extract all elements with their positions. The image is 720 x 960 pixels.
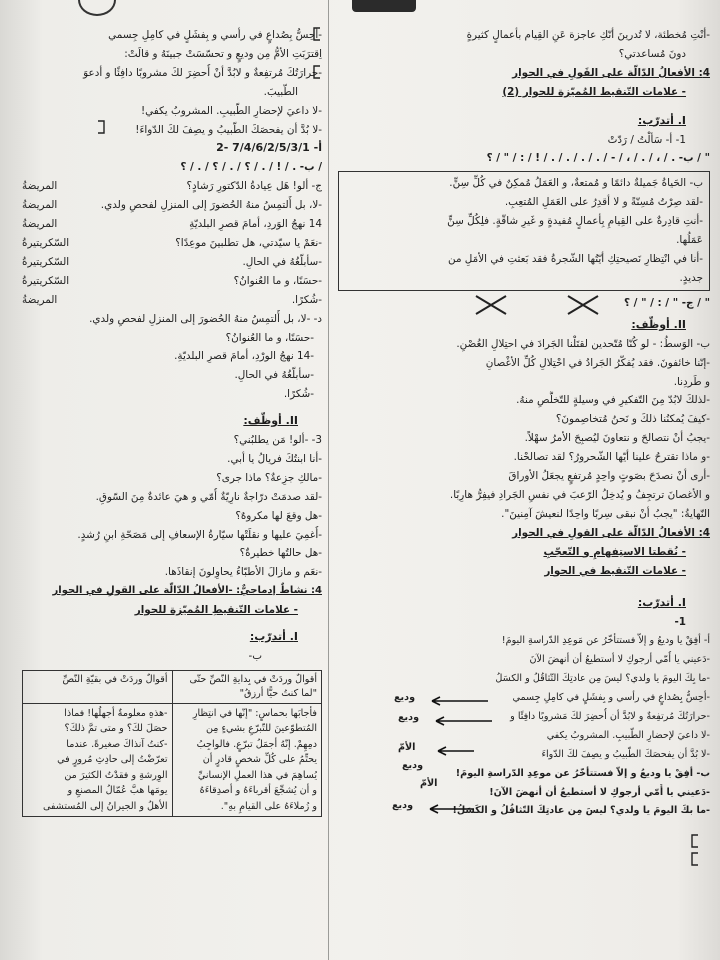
cell-line: الوِرشةِ و فقدْتُ الكثيرَ من (64, 769, 168, 781)
section4-title: 4: الأفعالُ الدّالّة على القَولِ في الحوار (512, 66, 710, 79)
cell-line: يومَها هبَّ عُمّالُ المصنعِ و (67, 785, 168, 797)
dialog-speaker: المريضةُ (22, 180, 58, 193)
cell-line: دمِهِمْ. إنّهُ أجمَلُ تبرّعٍ. فالواجِبُ (196, 738, 317, 750)
left-top-line: -أحِسُّ بِصُداعٍ في رأسي و بِفشَلٍ في كامِلِ جِسمي (108, 29, 322, 41)
cell-line: تعرّضْتُ إلى حادِثِ مُرورٍ في (57, 754, 168, 766)
table-label: ب- (248, 650, 262, 662)
exercise3-line: -أحِسُّ بِصُداعٍ في رأسي و بِفشَلٍ في كامِلِ جِسمي (512, 692, 710, 703)
cell-line: -هذهِ معلومةٌ أجهلُها! فماذا (64, 707, 168, 719)
boxed-line: جديدٍ. (679, 271, 703, 284)
cell-line: يحتِّمُ على كُلِّ شخصٍ قادرٍ أن (202, 754, 317, 766)
boxed-line: عَمَلُها. (676, 234, 703, 247)
cell-line: -كنتُ آنذاكَ صغيرةً. عندما (66, 738, 168, 750)
quotes-table (22, 670, 322, 818)
exercise2-line: -لذلكَ لابُدّ مِنَ التّفكيرِ في وسيلةٍ للتّخلُّصِ منهُ. (516, 394, 710, 407)
section4-subtitle: - علامات التّنقيط المُميّزة للحوار (2) (502, 85, 686, 98)
exercise2-line: -أرى أنْ نصدَحَ بصَوتٍ واحِدٍ مُرتفعٍ يجعَلُ الأوراقَ (508, 470, 710, 483)
dialog-d-line: -حسَنًا، و ما العُنوانُ؟ (225, 331, 314, 344)
exercise3-line: -أنا ابنتُكَ فريالُ يا أبي. (227, 452, 322, 465)
exercise-heading-awazzif: II. أوظّف: (631, 317, 686, 331)
dialog-d-line: -سأبلّغُهُ في الحالِ. (234, 369, 314, 382)
exercise3-line: أ- أفِقْ يا وديعُ و إلاّ فستتأخّرُ عن مَوعِدِ الدّراسةِ اليومَ! (501, 635, 710, 647)
exercise3-line: -دَعيني يا أُمّي أرجوكِ لا أستطيعُ أن أنهضَ الآنَ! (489, 786, 710, 798)
left-column (22, 26, 322, 817)
speaker-answer: وديع (394, 692, 416, 703)
intro-line-2: دونَ مُساعدتي؟ (618, 47, 686, 60)
speaker-answer: الأمّ (420, 778, 438, 789)
table-cell (23, 703, 173, 817)
exercise3-line: -حرارَتُكَ مُرتفِعةٌ و لابُدَّ أن أُحضِرَ لكَ مَشروبًا دافِئًا و (510, 710, 710, 722)
dialog-text: -سأبلّغُهُ في الحالِ. (242, 255, 322, 268)
dialog-speaker: السّكريتيرةُ (22, 274, 70, 287)
dialog-d-line: -14 نهجُ الورْدِ، أمامَ قصرِ البلديّةِ. (174, 350, 314, 363)
left-top-line: -حرارَتُكَ مُرتفِعةٌ و لابُدَّ أنْ أُحضِرَ لكَ مشروبًا دافِئًا و أدعوَ (83, 66, 322, 79)
exercise2-order: 2- أ- 7/4/6/2/5/3/1 (216, 141, 322, 155)
dialog-speaker: السّكريتيرةُ (22, 236, 70, 249)
exercise3-line: -أُغمِيَ عليها و نقلَتْها سيّارةُ الإسعافِ إلى مَصَحّةِ ابنِ رُشدٍ. (77, 528, 322, 541)
section4b-sub1: - نُقطتا الاستِفهامِ و التّعجّبِ (543, 545, 686, 558)
speaker-answer: الأمّ (398, 742, 416, 753)
page-tab-marker (352, 0, 416, 12)
exercise2-b: ب- . / ! / . / ؟ / . / ؟ / . / ؟ / (180, 161, 322, 174)
left-top-line: الطّبيبَ. (263, 85, 298, 98)
dialog-text: -نعَمْ يا سيّدتي، هل تطلبينَ موعِدًا؟ (175, 236, 322, 249)
cell-line: و زُملاءَهُ على القيامِ بهِ". (220, 800, 317, 812)
speaker-answer: وديع (398, 712, 420, 723)
exercise3-line: ب- أفِقْ يا وديعُ و إلاّ فستتأخّرُ عن موعِدِ الدّراسةِ اليومَ! (455, 767, 710, 779)
arrow-left-icon (430, 696, 490, 706)
exercise3-line: -هل حالتُها خطيرةٌ؟ (239, 547, 322, 560)
exercise1-b: ب- . / ، / . / ، / - / . / . / . / . / ! / : / " / ؟ / " (486, 152, 710, 165)
integration-title: 4: نشاطٌ إدماجيٌّ: -الأفعالُ الدّالّة على القولِ في الحوار (52, 585, 322, 597)
dialog-c-row (22, 272, 322, 291)
exercise2-line: -كيفَ يُمكنُنا ذلكَ و نَحنُ مُتخاصِمونَ؟ (555, 413, 710, 426)
exercise3-line: -دَعيني يا أُمّي أرجوكِ لا أستطيعُ أن أنهضَ الآنَ (529, 654, 710, 666)
dialog-text: -لا، بل أَلتمِسُ منهُ الحُضورَ إلى المنزلِ لفحصِ ولدي. (100, 199, 322, 212)
exercise-heading-atadarrab: I. أتدرّب: (249, 630, 298, 644)
exercise3-line: -ما بِكَ اليومَ يا ولدي؟ ليسَ مِن عادتِكَ التّثاقُلُ و الكسَلُ (495, 673, 710, 685)
dialog-c-row (22, 196, 322, 215)
table-cell (172, 703, 322, 817)
exercise3-line: -هل وقعَ لها مكروهٌ؟ (235, 509, 322, 522)
right-column (334, 26, 710, 821)
dialog-c-row (22, 215, 322, 234)
boxed-line: -أنا في انْتِظارِ نَصيحتِكِ أيّتُها الشّجرةُ فقد بَعثتِ في الأمَلِ من (448, 252, 703, 265)
dialog-speaker: السّكريتيرةُ (22, 255, 70, 268)
exercise2-line: -و ماذا تقترحُ علينا أيّها الشّحرورُ؟ لقد تصالحْنا. (513, 451, 710, 464)
exercise3-line: -لقد صدمَتْ درّاجةٌ نارِيّةٌ أُمّي و هيَ عائدةٌ مِنَ السّوقِ. (95, 490, 322, 503)
exercise3-line: 3- -ألو! مَن يطلبُني؟ (233, 434, 322, 447)
cell-line: يُساهِمَ في هذا العملِ الإنسانيِّ (197, 769, 317, 781)
exercise1-c-row (334, 294, 710, 316)
dialog-c-row (22, 253, 322, 272)
exercise2-line: النّهايةُ: "يجبُ أنْ نبقى سِربًا واحِدًا لنعيشَ آمِنينَ". (501, 507, 710, 520)
dialog-c-row (22, 291, 322, 310)
left-top-line: -لا بُدَّ أن يفحصَكَ الطّبيبُ و يصِفَ لكَ الدّواءَ! (135, 123, 322, 136)
boxed-answer (338, 171, 710, 290)
table-row (23, 703, 322, 817)
arrow-left-icon (434, 716, 494, 726)
table-header: أقوالٌ وردَتْ في بقيّةِ النّصِّ (23, 670, 173, 703)
exercise-heading-awazzif: II. أوظّف: (243, 414, 298, 428)
exercise-heading-atadarrab: I. أتدرّب: (637, 113, 686, 127)
dialog-speaker: المريضةُ (22, 199, 58, 212)
dialog-text: -شُكرًا. (291, 293, 322, 306)
cell-line: الأهلُ و الجيرانُ إلى المُستشفى (42, 800, 168, 812)
boxed-line: -أنتِ قادِرةٌ على القِيامِ بِأعمالٍ مُفيدةٍ و غَيرِ شاقّةٍ. فلِكُلِّ سِنٍّ (447, 215, 703, 228)
arrow-left-icon (428, 804, 476, 814)
arrow-left-icon (436, 746, 476, 756)
speaker-answer: وديع (392, 800, 414, 811)
exercise2-line: ب- الوَسطُ: - لو كُنّا مُتّحدين لقتَلْنا الجَرادَ في احتِلالِ الغُصْنِ. (456, 337, 710, 350)
exercise-heading-atadarrab: I. أتدرّب: (637, 596, 686, 610)
section4b-title: 4: الأفعالُ الدّالّة على القولِ في الحوار (512, 526, 710, 539)
dialog-text: -حسَنًا، و ما العُنوانُ؟ (233, 274, 322, 287)
cell-line: المُتطوّعينَ للتّبرّعِ بشيءٍ مِن (205, 723, 317, 735)
speaker-answer: وديع (402, 760, 424, 771)
left-top-line: -لا داعيَ لإحضارِ الطّبيبِ. المشروبُ يكفي! (140, 104, 322, 117)
left-top-line: اِقترَبَتِ الأمُّ مِن وديعٍ و تحسّسَتْ جبينَهُ و قالَتْ: (124, 47, 322, 60)
bracket-icon (690, 852, 700, 866)
dialog-text: ج- ألو! هَل عِيادةُ الدّكتورِ رَشادٍ؟ (186, 180, 322, 193)
section4b-sub2: - علامات التّنقيط في الحوار (544, 564, 686, 577)
dialog-d-line: -شُكرًا. (283, 388, 314, 401)
bracket-icon (312, 27, 322, 41)
boxed-line: -لقد صِرْتُ مُسِنّةً و لا أقدِرُ على العَمَلِ المُتعِبِ. (504, 196, 703, 209)
exercise1-c: ج- " / : / " / ؟ / " (624, 296, 710, 309)
exercise2-line: و الأغصانَ ترتجِفُ و يُدخِلُ الرّعبَ في نفسِ الجَرادِ فيفِرُّ هارِبًا. (449, 488, 710, 501)
cell-line: حصَلَ لكَ؟ و متى تمَّ ذلكَ؟ (64, 723, 168, 735)
table-header-row (23, 670, 322, 703)
exercise3-line: -لا بُدَّ أن يفحصَكَ الطّبيبُ و يصِفَ لكَ الدّواءَ (541, 748, 710, 760)
dialog-d-line: د- -لا، بل أَلتمِسُ منهُ الحُضورَ إلى المنزلِ لفحصِ ولدي. (89, 312, 322, 325)
exercise3-line: -نعَم و مازالَ الأطبّاءُ يحاوِلونَ إنقاذَها. (164, 566, 322, 579)
exercise2-line: -إنّنا خائفونَ. فقد يُفكّرُ الجَرادُ في احْتِلالِ كُلِّ الأغْصانِ (485, 356, 710, 369)
dialog-speaker: المريضةُ (22, 218, 58, 231)
cell-line: و أن يُشجِّعَ أقرباءَهُ و أصدِقاءَهُ (199, 785, 317, 797)
exercise2-line: و طَردِنا. (673, 375, 710, 388)
column-divider (328, 0, 329, 960)
dialog-c-row (22, 234, 322, 253)
page-corner-circle (78, 0, 116, 16)
dialog-c-row (22, 177, 322, 196)
cross-mark-icon (566, 294, 600, 316)
boxed-line: ب- الحَياةُ جَميلةٌ دائمًا و مُمتعةٌ، و العَمَلُ مُمكِنٌ في كُلِّ سِنٍّ. (449, 177, 703, 190)
cross-mark-icon (474, 294, 508, 316)
exercise1-a: 1- أ- سَألْتُ / رَدّتْ (607, 133, 686, 146)
dialog-text: 14 نهجُ الوَردِ، أمامَ قصرِ البلديّةِ (189, 218, 322, 231)
intro-line-1: -أنْتِ مُخطئة، لا تُدرينَ أنّكِ عاجزة عَنِ القِيام بأعمالٍ كثيرةٍ (466, 29, 710, 41)
bracket-icon (312, 65, 322, 79)
dialog-speaker: المريضةُ (22, 293, 58, 306)
exercise3-line: -ما بكَ اليومَ يا ولدي؟ ليسَ مِن عادتِكَ التّثاقُلُ و الكَسَلُ! (452, 805, 710, 817)
exercise3-number: 1- (674, 616, 686, 629)
exercise3-line: -لا داعيَ لإحضارِ الطّبيبِ. المشروبُ يكفي (546, 729, 710, 741)
bracket-icon (96, 120, 106, 134)
table-header: أقوالٌ وردَتْ في بِدايةِ النّصِّ حتّى "لما كنتُ حيًّا أرزقُ" (172, 670, 322, 703)
bracket-icon (690, 834, 700, 848)
exercise2-line: -يجبُ أنْ نتصالحَ و نتعاونَ ليُصبِحَ الأمرُ سهْلاً. (524, 432, 710, 445)
integration-subtitle: - علامات التّنقيطِ المُميّزة للحوار (134, 604, 298, 617)
exercise3-line: -مالكِ جزِعةٌ؟ ماذا جرى؟ (216, 471, 322, 484)
cell-line: فأجابَها بحماسٍ: "إنّها في انتِظارِ (192, 707, 317, 719)
